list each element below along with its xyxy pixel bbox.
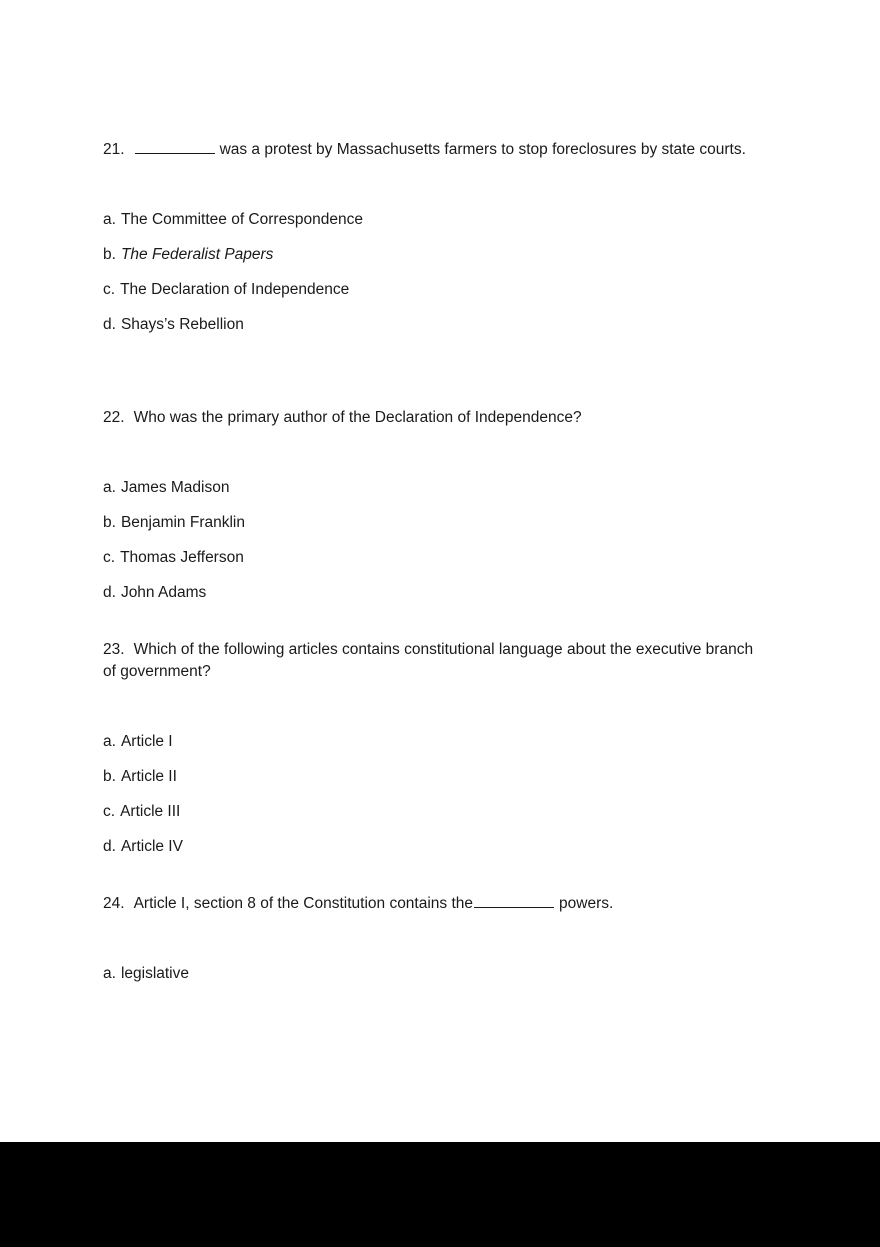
answer-options <box>103 963 765 985</box>
question-text-pre: Which of the following articles contains constitutional language about the executive branch of government? <box>103 641 754 680</box>
question-text-post: powers. <box>559 895 614 912</box>
option-text: Article I <box>120 733 173 750</box>
question-number: 24. <box>103 895 125 912</box>
answer-option <box>103 963 765 985</box>
question-block <box>103 139 765 336</box>
question-text-post: was a protest by Massachusetts farmers to stop foreclosures by state courts. <box>219 141 746 158</box>
answer-option <box>103 836 765 858</box>
question-text <box>103 893 765 915</box>
option-letter: c. <box>103 281 116 298</box>
question-text <box>103 139 765 161</box>
option-text: Article IV <box>120 838 183 855</box>
option-text: Shays’s Rebellion <box>120 316 244 333</box>
option-letter: c. <box>103 549 116 566</box>
option-letter: b. <box>103 768 116 785</box>
answer-blank <box>474 894 554 908</box>
question-block <box>103 407 765 604</box>
question-text <box>103 407 765 429</box>
answer-option <box>103 209 765 231</box>
question-text-pre: Article I, section 8 of the Constitution contains the <box>133 895 474 912</box>
option-text: Article II <box>120 768 177 785</box>
option-letter: a. <box>103 965 116 982</box>
option-letter: a. <box>103 479 116 496</box>
answer-option <box>103 279 765 301</box>
option-letter: d. <box>103 584 116 601</box>
question-number: 21. <box>103 141 125 158</box>
option-letter: d. <box>103 316 116 333</box>
question-number: 22. <box>103 409 125 426</box>
answer-option <box>103 547 765 569</box>
option-text: legislative <box>120 965 189 982</box>
answer-options <box>103 477 765 604</box>
answer-options <box>103 731 765 858</box>
option-text: Article III <box>120 803 181 820</box>
question-text <box>103 639 765 683</box>
answer-option <box>103 731 765 753</box>
answer-option <box>103 477 765 499</box>
option-text: John Adams <box>120 584 207 601</box>
option-text: The Federalist Papers <box>120 246 274 263</box>
answer-options <box>103 209 765 336</box>
answer-option <box>103 314 765 336</box>
answer-blank <box>135 140 215 154</box>
option-letter: b. <box>103 246 116 263</box>
option-letter: a. <box>103 211 116 228</box>
quiz-content <box>103 139 765 1020</box>
question-block <box>103 639 765 858</box>
question-block <box>103 893 765 985</box>
answer-option <box>103 766 765 788</box>
option-letter: c. <box>103 803 116 820</box>
question-number: 23. <box>103 641 125 658</box>
option-letter: b. <box>103 514 116 531</box>
option-text: Thomas Jefferson <box>120 549 244 566</box>
option-letter: a. <box>103 733 116 750</box>
answer-option <box>103 512 765 534</box>
answer-option <box>103 801 765 823</box>
question-text-pre: Who was the primary author of the Declaration of Independence? <box>133 409 582 426</box>
option-text: James Madison <box>120 479 230 496</box>
option-text: The Declaration of Independence <box>120 281 350 298</box>
answer-option <box>103 244 765 266</box>
option-text: The Committee of Correspondence <box>120 211 364 228</box>
option-letter: d. <box>103 838 116 855</box>
option-text: Benjamin Franklin <box>120 514 245 531</box>
answer-option <box>103 582 765 604</box>
bottom-black-band <box>0 1142 880 1247</box>
